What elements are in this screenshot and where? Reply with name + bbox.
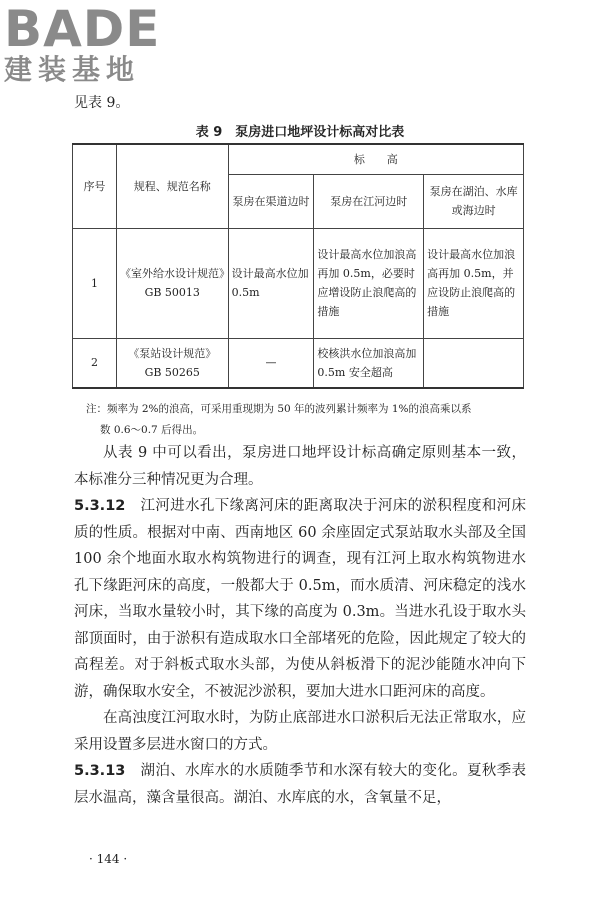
header-lake: 泵房在湖泊、水库或海边时 bbox=[424, 174, 524, 228]
section-5-3-13-text: 湖泊、水库水的水质随季节和水深有较大的变化。夏秋季表层水温高，藻含量很高。湖泊、水库底的水，含氧量不足， bbox=[74, 763, 526, 806]
note-line-1: 注：频率为 2%的浪高，可采用重现期为 50 年的波列累计频率为 1%的浪高乘以系 bbox=[86, 403, 472, 415]
row2-spec: 《泵站设计规范》GB 50265 bbox=[116, 338, 228, 388]
comparison-table bbox=[72, 143, 524, 389]
paragraph-summary: 从表 9 中可以看出，泵房进口地坪设计标高确定原则基本一致，本标准分三种情况更为合理。 bbox=[74, 445, 526, 488]
bade-logo bbox=[4, 2, 184, 86]
header-canal: 泵房在渠道边时 bbox=[228, 174, 314, 228]
row2-canal: — bbox=[228, 338, 314, 388]
section-5-3-13 bbox=[74, 758, 526, 811]
table-note bbox=[86, 399, 526, 441]
row1-canal: 设计最高水位加 0.5m bbox=[228, 228, 314, 338]
header-seq: 序号 bbox=[73, 144, 117, 228]
row1-seq: 1 bbox=[73, 228, 117, 338]
row2-seq: 2 bbox=[73, 338, 117, 388]
section-number-5-3-12: 5.3.12 bbox=[74, 498, 126, 514]
section-5-3-12-text: 江河进水孔下缘离河床的距离取决于河床的淤积程度和河床质的性质。根据对中南、西南地区 60 余座固定式泵站取水头部及全国 100 余个地面水取水构筑物进行的调查，现有江河上取水构筑物进水孔下缘距河床的高度，一般都大于 0.5m，而水质清、河床稳定的浅水河床，当取水量较小时，其下缘的高度为 0.3m。当进水孔设于取水头部顶面时，由于淤积有造成取水口全部堵死的危险，因此规定了较大的高程差。对于斜板式取水头部，为使从斜板滑下的泥沙能随水冲向下游，确保取水安全，不被泥沙淤积，要加大进水口距河床的高度。 bbox=[74, 498, 526, 700]
paragraph-high-turbidity: 在高浊度江河取水时，为防止底部进水口淤积后无法正常取水，应采用设置多层进水窗口的方式。 bbox=[74, 710, 526, 753]
row1-river: 设计最高水位加浪高再加 0.5m，必要时应增设防止浪爬高的措施 bbox=[314, 228, 424, 338]
table-row bbox=[73, 228, 524, 338]
table-row bbox=[73, 338, 524, 388]
row2-river: 校核洪水位加浪高加 0.5m 安全超高 bbox=[314, 338, 424, 388]
header-spec: 规程、规范名称 bbox=[116, 144, 228, 228]
note-line-2: 数 0.6～0.7 后得出。 bbox=[100, 424, 204, 436]
logo-brand: BADE bbox=[4, 0, 161, 58]
section-number-5-3-13: 5.3.13 bbox=[74, 763, 126, 779]
body-text bbox=[74, 440, 526, 811]
row1-lake: 设计最高水位加浪高再加 0.5m，并应设防止浪爬高的措施 bbox=[424, 228, 524, 338]
header-river: 泵房在江河边时 bbox=[314, 174, 424, 228]
row2-lake bbox=[424, 338, 524, 388]
table-caption: 表 9 泵房进口地坪设计标高对比表 bbox=[195, 125, 405, 140]
header-elevation: 标 高 bbox=[228, 144, 523, 174]
logo-subtitle: 建装基地 bbox=[4, 53, 141, 86]
table-reference: 见表 9。 bbox=[74, 95, 130, 111]
row1-spec: 《室外给水设计规范》GB 50013 bbox=[116, 228, 228, 338]
section-5-3-12 bbox=[74, 493, 526, 705]
page-number: · 144 · bbox=[89, 852, 128, 866]
